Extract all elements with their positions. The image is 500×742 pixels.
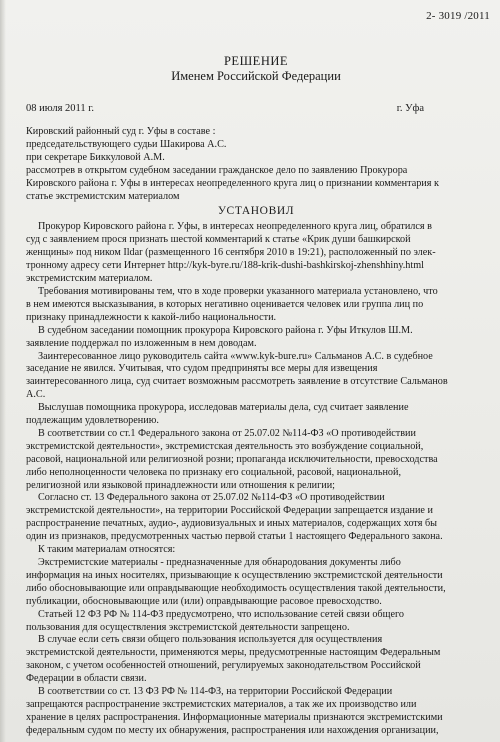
body-line: пользования для осуществления экстремистской деятельности запрещено. <box>26 621 350 633</box>
body-line: Заинтересованное лицо руководитель сайта «www.kyk-bure.ru» Сальманов А.С. в судебное <box>38 350 433 362</box>
body-line: либо неполноценности человека по признаку его социальной, расовой, национальной, <box>26 466 402 478</box>
body-line: заявление поддержал по изложенным в нем доводам. <box>26 337 257 349</box>
body-line: Прокурор Кировского района г. Уфы, в интересах неопределенного круга лиц, обратился в <box>38 221 432 233</box>
body-line: публикации, обосновывающие или (или) оправдывающие расовое превосходство. <box>26 595 382 607</box>
body-line: Выслушав помощника прокурора, исследовав материалы дела, суд считает заявление <box>38 402 409 414</box>
intro-line: при секретаре Биккуловой А.М. <box>26 151 165 163</box>
body-line: Федерации в области связи. <box>26 673 147 685</box>
body-line: тронному адресу сети Интернет http://kyk-byre.ru/188-krik-dushi-bashkirskoj-zhenshhiny.html <box>26 260 424 272</box>
case-number: 2- 3019 /2011 <box>426 10 490 22</box>
intro-line: Кировского района г. Уфы в интересах неопределенного круга лиц о признании комментария к <box>26 177 439 189</box>
document-title: РЕШЕНИЕ <box>223 54 289 68</box>
body-line: экстремистской деятельности», экстремистская деятельность это возбуждение социальной, <box>26 440 424 452</box>
date-place-row <box>26 103 486 114</box>
body-line: заседание не явился. Учитывая, что судом предприняты все меры для извещения <box>26 363 378 375</box>
body-line: расовой, национальной или религиозной розни; пропаганда исключительности, превосходства <box>26 453 438 465</box>
body-line: А.С. <box>26 389 46 401</box>
body-line: Статьей 12 ФЗ РФ № 114-ФЗ предусмотрено, что использование сетей связи общего <box>38 608 404 620</box>
intro-block <box>26 126 486 203</box>
body-line: женщины» под ником Ildar (размещенного 16 сентября 2010 в 19:21), расположенный по элек- <box>26 247 436 259</box>
body-line: в нем имеются высказывания, в которых негативно оценивается человек или группа лиц по <box>26 298 424 310</box>
body-line: В случае если сеть связи общего пользования используется для осуществления <box>38 634 383 646</box>
body-line: экстремистским материалом. <box>26 273 153 285</box>
body-line: В судебном заседании помощник прокурора Кировского района г. Уфы Иткулов Ш.М. <box>38 324 413 336</box>
body-line: суд с заявлением прося признать шестой комментарий к статье «Крик души башкирской <box>26 234 411 246</box>
intro-line: статье экстремистским материалом <box>26 190 180 202</box>
intro-line: председательствующего судьи Шакирова А.С. <box>26 138 227 150</box>
body-line: Экстремистские материалы - предназначенные для обнародования документы либо <box>38 557 401 568</box>
body-line: Требования мотивированы тем, что в ходе проверки указанного материала установлено, что <box>38 285 438 297</box>
section-heading: УСТАНОВИЛ <box>217 205 295 218</box>
body-line: федеральным судом по месту их обнаружения, распространения или нахождения организации, <box>26 724 439 736</box>
scan-shadow <box>0 0 6 742</box>
body-line: информация на иных носителях, призывающие к осуществлению экстремистской деятельности <box>26 569 443 581</box>
document-date: 08 июля 2011 г. <box>26 103 95 114</box>
document-subtitle: Именем Российской Федерации <box>171 69 341 83</box>
intro-line: рассмотрев в открытом судебном заседании гражданское дело по заявлению Прокурора <box>26 164 408 176</box>
body-line: заинтересованного лица, суд считает возможным рассмотреть заявление в отсутствие Сальманов <box>26 376 448 388</box>
body-line: В соответствии со ст. 13 ФЗ РФ № 114-ФЗ, на территории Российской Федерации <box>38 686 393 698</box>
body-line: Согласно ст. 13 Федерального закона от 25.07.02 №114-ФЗ «О противодействии <box>38 492 385 504</box>
body-line: либо обосновывающие или оправдывающие необходимость осуществления такой деятельности, <box>26 582 446 594</box>
body-line: подлежащим удовлетворению. <box>26 415 159 427</box>
body-line: К таким материалам относятся: <box>38 544 176 556</box>
intro-line: Кировский районный суд г. Уфы в составе : <box>26 126 216 137</box>
body-line: законом, с учетом особенностей отношений, регулируемых законодательством Российской <box>26 660 421 672</box>
body-line: распространение печатных, аудио-, аудиовизуальных и иных материалов, содержащих хотя бы <box>26 518 437 530</box>
document-city: г. Уфа <box>396 103 424 114</box>
body-line: экстремистской деятельности, применяются меры, предусмотренные настоящим Федеральным <box>26 647 441 659</box>
body-line: экстремистской деятельности», на территории Российской Федерации запрещается издание и <box>26 505 433 517</box>
body-line: запрещаются распространение экстремистских материалов, а так же их производство или <box>26 698 417 710</box>
body-line: религиозной или языковой принадлежности или отношения к религии; <box>26 479 336 491</box>
body-line: В соответствии со ст.1 Федерального закона от 25.07.02 №114-ФЗ «О противодействии <box>38 427 416 439</box>
body-line: признаку принадлежности к какой-либо национальности. <box>26 311 277 323</box>
body-line: один из признаков, предусмотренных частью первой статьи 1 настоящего Федерального закона. <box>26 531 443 543</box>
body-line: хранение в целях распространения. Информационные материалы признаются экстремистскими <box>26 711 443 723</box>
body-block <box>26 221 486 737</box>
